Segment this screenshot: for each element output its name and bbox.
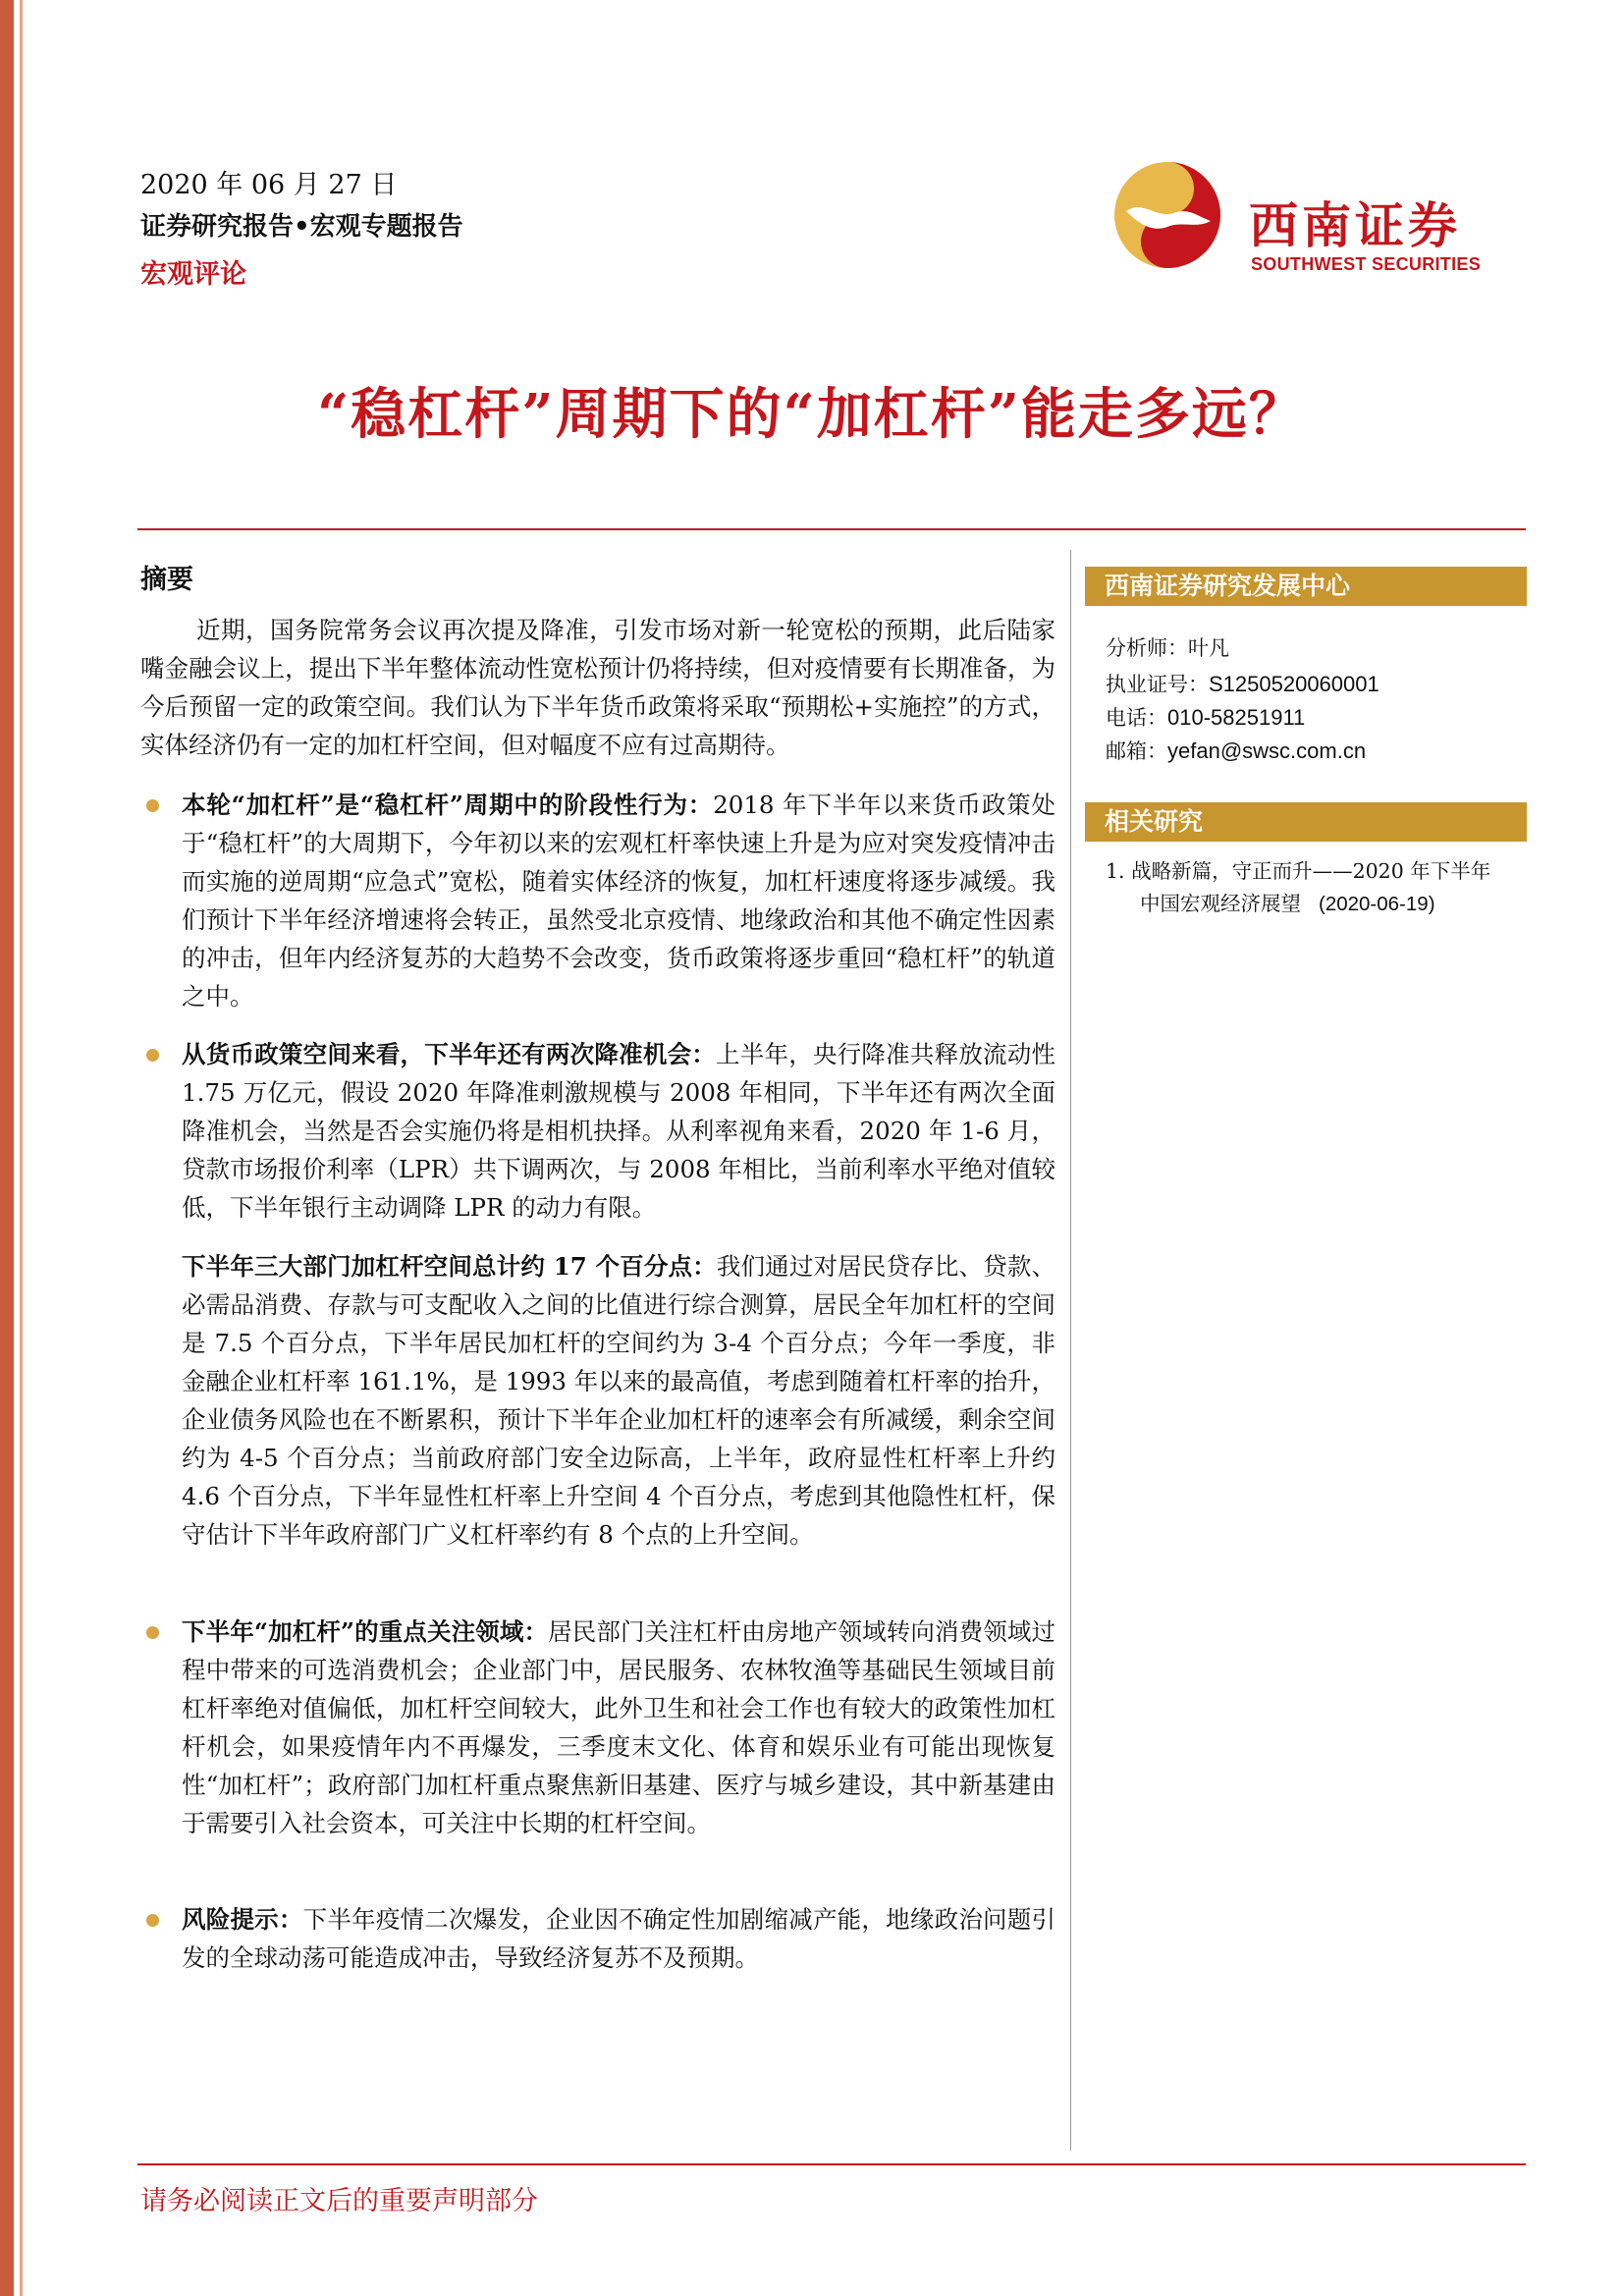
left-accent-bar (0, 0, 14, 2296)
abstract-point (182, 1247, 1055, 1554)
left-accent-line (20, 0, 23, 2296)
email-label: 邮箱： (1106, 739, 1167, 763)
phone-info (1106, 702, 1305, 732)
related-research-date: (2020-06-19) (1319, 893, 1435, 915)
abstract-point (182, 1900, 1055, 1977)
header-divider (137, 528, 1526, 530)
license-info (1106, 669, 1380, 698)
bullet-icon (146, 1626, 159, 1639)
point-text: 2018 年下半年以来货币政策处于“稳杠杆”的大周期下，今年初以来的宏观杠杆率快速上升是为应对突发疫情冲击而实施的逆周期“应急式”宽松，随着实体经济的恢复，加杠杆速度将逐步减缓。我们预计下半年经济增速将会转正，虽然受北京疫情、地缘政治和其他不确定性因素的冲击，但年内经济复苏的大趋势不会改变，货币政策将逐步重回“稳杠杆”的轨道之中。 (182, 791, 1055, 1011)
related-research-item-cont[interactable] (1140, 887, 1435, 916)
point-text: 居民部门关注杠杆由房地产领域转向消费领域过程中带来的可选消费机会；企业部门中，居民服务、农林牧渔等基础民生领域目前杠杆率绝对值偏低，加杠杆空间较大，此外卫生和社会工作也有较大的政策性加杠杆机会，如果疫情年内不再爆发，三季度末文化、体育和娱乐业有可能出现恢复性“加杠杆”；政府部门加杠杆重点聚焦新旧基建、医疗与城乡建设，其中新基建由于需要引入社会资本，可关注中长期的杠杆空间。 (182, 1617, 1056, 1837)
report-title: “稳杠杆”周期下的“加杠杆”能走多远？ (317, 382, 1306, 447)
email-info (1106, 736, 1366, 765)
abstract-heading: 摘要 (140, 565, 193, 595)
abstract-intro: 近期，国务院常务会议再次提及降准，引发市场对新一轮宽松的预期，此后陆家嘴金融会议上，提出下半年整体流动性宽松预计仍将持续，但对疫情要有长期准备，为今后预留一定的政策空间。我们认为下半年货币政策将采取“预期松+实施控”的方式，实体经济仍有一定的加杠杆空间，但对幅度不应有过高期待。 (140, 616, 1055, 759)
related-research-subtitle: 中国宏观经济展望 (1140, 892, 1301, 915)
point-text: 下半年疫情二次爆发，企业因不确定性加剧缩减产能，地缘政治问题引发的全球动荡可能造成冲击，导致经济复苏不及预期。 (182, 1905, 1056, 1972)
footer-disclaimer: 请务必阅读正文后的重要声明部分 (140, 2186, 538, 2216)
report-category: 宏观评论 (140, 259, 246, 290)
bullet-icon (146, 799, 159, 812)
company-logo-icon (1112, 160, 1222, 270)
column-divider (1070, 550, 1071, 2151)
email-address[interactable]: yefan@swsc.com.cn (1167, 738, 1367, 763)
point-heading: 本轮“加杠杆”是“稳杠杆”周期中的阶段性行为： (182, 791, 714, 819)
analyst-label: 分析师： (1106, 636, 1188, 660)
report-type: 证券研究报告•宏观专题报告 (140, 212, 463, 242)
bullet-icon (146, 1914, 159, 1927)
point-heading: 下半年三大部门加杠杆空间总计约 17 个百分点： (182, 1252, 717, 1281)
footer-divider (137, 2163, 1526, 2165)
abstract-point (182, 1035, 1055, 1227)
analyst-name: 叶凡 (1188, 636, 1229, 660)
license-number: S1250520060001 (1209, 672, 1380, 696)
report-date: 2020 年 06 月 27 日 (140, 170, 398, 200)
point-text: 上半年，央行降准共释放流动性 1.75 万亿元，假设 2020 年降准刺激规模与 2008 年相同，下半年还有两次全面降准机会，当然是否会实施仍将是相机抉择。从利率视角来看，2020 年 1-6 月，贷款市场报价利率（LPR）共下调两次，与 2008 年相比，当前利率水平绝对值较低，下半年银行主动调降 LPR 的动力有限。 (182, 1040, 1056, 1222)
abstract-point (182, 786, 1055, 1015)
related-research-header: 相关研究 (1085, 802, 1527, 842)
related-research-item[interactable]: 1. 战略新篇，守正而升——2020 年下半年 (1106, 859, 1491, 883)
point-heading: 下半年“加杠杆”的重点关注领域： (182, 1617, 549, 1646)
phone-number: 010-58251911 (1167, 705, 1306, 730)
abstract-point (182, 1613, 1055, 1842)
company-name-cn: 西南证券 (1249, 196, 1461, 254)
company-name-en: SOUTHWEST SECURITIES (1251, 254, 1482, 274)
point-heading: 从货币政策空间来看，下半年还有两次降准机会： (182, 1040, 717, 1068)
license-label: 执业证号： (1106, 673, 1209, 696)
point-heading: 风险提示： (182, 1905, 303, 1934)
analyst-info (1106, 632, 1229, 662)
point-text: 我们通过对居民贷存比、贷款、必需品消费、存款与可支配收入之间的比值进行综合测算，居民全年加杠杆的空间是 7.5 个百分点，下半年居民加杠杆的空间约为 3-4 个百分点；今年一季度，非金融企业杠杆率 161.1%，是 1993 年以来的最高值，考虑到随着杠杆率的抬升，企业债务风险也在不断累积，预计下半年企业加杠杆的速率会有所减缓，剩余空间约为 4-5 个百分点；当前政府部门安全边际高，上半年，政府显性杠杆率上升约 4.6 个百分点，下半年显性杠杆率上升空间 4 个百分点，考虑到其他隐性杠杆，保守估计下半年政府部门广义杠杆率约有 8 个点的上升空间。 (182, 1252, 1055, 1549)
phone-label: 电话： (1106, 706, 1167, 730)
bullet-icon (146, 1049, 159, 1062)
research-center-header: 西南证券研究发展中心 (1085, 567, 1527, 606)
